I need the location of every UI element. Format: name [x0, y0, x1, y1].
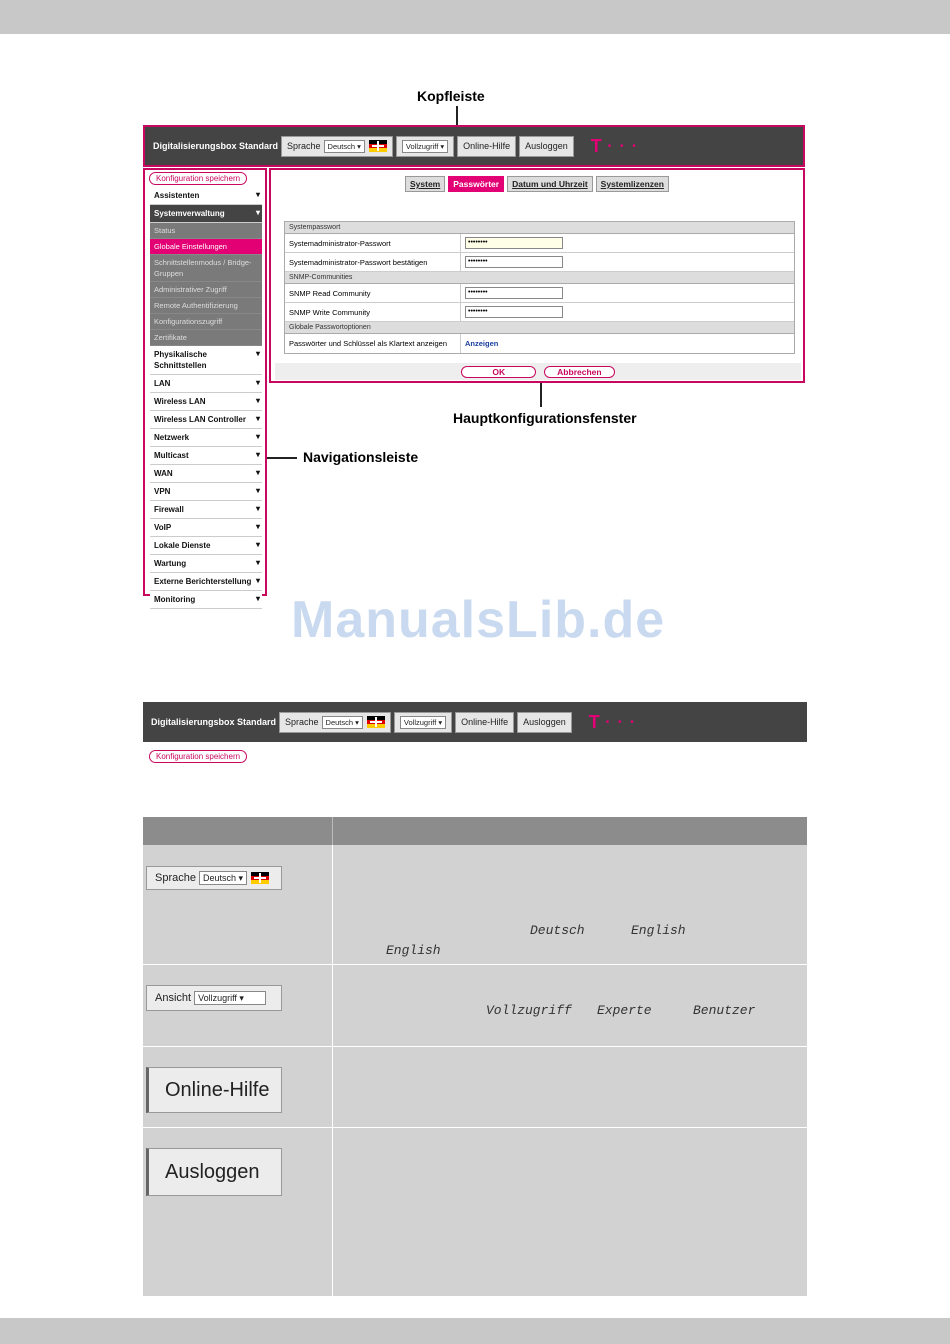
- callout-line: [456, 106, 458, 126]
- watermark: ManualsLib.de: [291, 591, 666, 649]
- sidebar-item[interactable]: Globale Einstellungen: [150, 239, 262, 255]
- sprache-screenshot: [146, 866, 282, 890]
- option-text: Vollzugriff: [486, 1003, 572, 1018]
- app-title: Digitalisierungsbox Standard: [151, 717, 277, 727]
- online-help-screenshot: Online-Hilfe: [146, 1067, 282, 1113]
- snmp-read-input[interactable]: ••••••••: [465, 287, 563, 299]
- online-help-button[interactable]: Online-Hilfe: [455, 712, 514, 733]
- language-label: Sprache: [287, 141, 321, 151]
- sidebar-item[interactable]: Wireless LAN Controller ▾: [150, 411, 262, 429]
- sidebar-item[interactable]: Firewall ▾: [150, 501, 262, 519]
- language-select[interactable]: Deutsch ▾: [322, 716, 363, 729]
- language-select[interactable]: Deutsch ▾: [324, 140, 365, 153]
- logo-dots: • • •: [607, 140, 639, 152]
- view-select-group[interactable]: [396, 136, 454, 157]
- select: Deutsch ▾: [199, 871, 247, 885]
- sidebar-item[interactable]: Externe Berichterstellung ▾: [150, 573, 262, 591]
- section-header: Systempasswort: [285, 222, 794, 234]
- sidebar-item[interactable]: Status: [150, 223, 262, 239]
- view-select-group[interactable]: [394, 712, 452, 733]
- table-row: [143, 1047, 807, 1128]
- tab-systemlizenzen[interactable]: Systemlizenzen: [596, 176, 669, 192]
- telekom-logo-icon: T: [590, 135, 604, 156]
- app-title: Digitalisierungsbox Standard: [153, 141, 279, 151]
- sidebar-item[interactable]: Konfigurationszugriff: [150, 314, 262, 330]
- sidebar-item[interactable]: Assistenten ▾: [150, 187, 262, 205]
- flag-icon: [369, 140, 387, 152]
- sidebar-item[interactable]: Lokale Dienste ▾: [150, 537, 262, 555]
- option-text: English: [386, 943, 441, 958]
- telekom-logo-icon: T: [588, 711, 602, 732]
- label: Sprache: [155, 872, 196, 884]
- sidebar-item[interactable]: LAN ▾: [150, 375, 262, 393]
- sidebar-item[interactable]: Physikalische Schnittstellen ▾: [150, 346, 262, 375]
- description-table: [143, 817, 807, 1296]
- form-row: [285, 234, 794, 253]
- sidebar-item[interactable]: Wireless LAN ▾: [150, 393, 262, 411]
- sidebar-item[interactable]: Netzwerk ▾: [150, 429, 262, 447]
- option-text: Deutsch: [530, 923, 585, 938]
- tab-system[interactable]: System: [405, 176, 445, 192]
- table-row: [143, 1128, 807, 1296]
- table-row: [143, 845, 807, 965]
- ansicht-screenshot: [146, 985, 282, 1011]
- sidebar-item[interactable]: WAN ▾: [150, 465, 262, 483]
- field-label: Systemadministrator-Passwort: [285, 234, 461, 252]
- option-text: English: [631, 923, 686, 938]
- view-select[interactable]: Vollzugriff ▾: [402, 140, 448, 153]
- nav-list: [145, 187, 265, 609]
- admin-password-confirm-input[interactable]: ••••••••: [465, 256, 563, 268]
- language-select-group[interactable]: [279, 712, 391, 733]
- save-config-button[interactable]: Konfiguration speichern: [149, 172, 247, 185]
- password-form: [284, 221, 795, 354]
- sidebar-item[interactable]: Schnittstellenmodus / Bridge-Gruppen: [150, 255, 262, 282]
- field-label: SNMP Read Community: [285, 284, 461, 302]
- option-text: Experte: [597, 1003, 652, 1018]
- callout-line: [540, 383, 542, 407]
- logout-button[interactable]: Ausloggen: [519, 136, 574, 157]
- callout-line: [267, 457, 297, 459]
- sidebar-item[interactable]: Wartung ▾: [150, 555, 262, 573]
- sidebar: [145, 170, 265, 609]
- section-header: SNMP-Communities: [285, 272, 794, 284]
- option-text: Benutzer: [693, 1003, 756, 1018]
- bottom-margin-bar: [0, 1318, 950, 1344]
- view-select[interactable]: Vollzugriff ▾: [400, 716, 446, 729]
- show-link[interactable]: Anzeigen: [465, 339, 499, 348]
- callout-hauptkonfigurationsfenster: Hauptkonfigurationsfenster: [453, 410, 637, 426]
- callout-kopfleiste: Kopfleiste: [417, 88, 485, 104]
- callout-navigationsleiste: Navigationsleiste: [303, 449, 419, 465]
- logo-dots: • • •: [605, 716, 637, 728]
- tab-passwoerter[interactable]: Passwörter: [448, 176, 504, 192]
- sidebar-item[interactable]: VPN ▾: [150, 483, 262, 501]
- logout-screenshot: Ausloggen: [146, 1148, 282, 1196]
- field-label: SNMP Write Community: [285, 303, 461, 321]
- sidebar-item[interactable]: VoIP ▾: [150, 519, 262, 537]
- sidebar-item[interactable]: Zertifikate: [150, 330, 262, 346]
- field-label: Systemadministrator-Passwort bestätigen: [285, 253, 461, 271]
- tab-bar: [405, 176, 669, 192]
- sidebar-item[interactable]: Monitoring ▾: [150, 591, 262, 609]
- top-margin-bar: [0, 0, 950, 34]
- header-bar: [145, 127, 803, 165]
- logout-button[interactable]: Ausloggen: [517, 712, 572, 733]
- table-header: [143, 817, 807, 845]
- header-bar-2: [143, 702, 807, 742]
- select: Vollzugriff ▾: [194, 991, 266, 1005]
- table-row: [143, 965, 807, 1047]
- sidebar-item[interactable]: Multicast ▾: [150, 447, 262, 465]
- save-config-button[interactable]: Konfiguration speichern: [149, 750, 247, 763]
- save-area: [145, 746, 247, 764]
- snmp-write-input[interactable]: ••••••••: [465, 306, 563, 318]
- language-label: Sprache: [285, 717, 319, 727]
- form-row: [285, 334, 794, 353]
- sidebar-item[interactable]: Remote Authentifizierung: [150, 298, 262, 314]
- online-help-button[interactable]: Online-Hilfe: [457, 136, 516, 157]
- section-header: Globale Passwortoptionen: [285, 322, 794, 334]
- form-row: [285, 284, 794, 303]
- field-label: Passwörter und Schlüssel als Klartext anzeigen: [285, 334, 461, 353]
- form-row: [285, 253, 794, 272]
- ok-button[interactable]: OK: [461, 366, 536, 378]
- sidebar-item[interactable]: Systemverwaltung ▾: [150, 205, 262, 223]
- flag-icon: [367, 716, 385, 728]
- flag-icon: [251, 872, 269, 884]
- language-select-group[interactable]: [281, 136, 393, 157]
- sidebar-item[interactable]: Administrativer Zugriff: [150, 282, 262, 298]
- form-row: [285, 303, 794, 322]
- tab-datum-uhrzeit[interactable]: Datum und Uhrzeit: [507, 176, 593, 192]
- admin-password-input[interactable]: ••••••••: [465, 237, 563, 249]
- label: Ansicht: [155, 992, 192, 1004]
- cancel-button[interactable]: Abbrechen: [544, 366, 614, 378]
- button-bar: [275, 363, 801, 380]
